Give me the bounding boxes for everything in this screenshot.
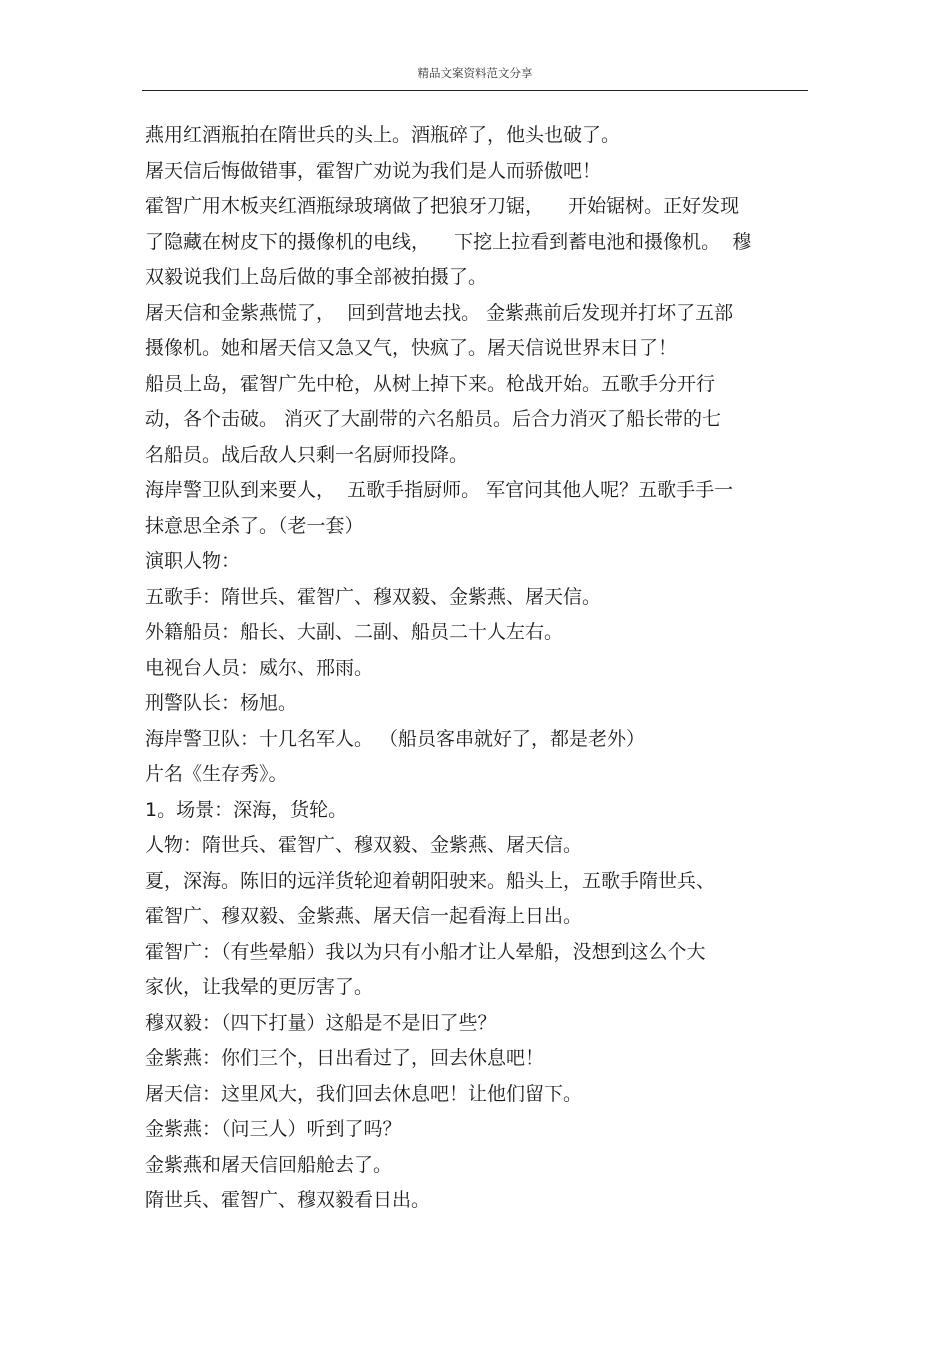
text-line: 夏，深海。陈旧的远洋货轮迎着朝阳驶来。船头上，五歌手隋世兵、 [145, 869, 716, 892]
text-line: 抹意思全杀了。（老一套） [145, 514, 364, 537]
text-line: 金紫燕：你们三个，日出看过了，回去休息吧！ [145, 1047, 545, 1069]
header-divider [142, 90, 808, 91]
text-line: 金紫燕：（问三人）听到了吗？ [145, 1118, 402, 1140]
text-line: 人物：隋世兵、霍智广、穆双毅、金紫燕、屠天信。 [145, 834, 583, 856]
text-line: 电视台人员：威尔、邢雨。 [145, 656, 374, 679]
text-line: 屠天信和金紫燕慌了， 回到营地去找。 金紫燕前后发现并打坏了五部 [145, 301, 734, 324]
text-line: 了隐藏在树皮下的摄像机的电线， 下挖上拉看到蓄电池和摄像机。 穆 [145, 230, 752, 253]
text-line: 霍智广用木板夹红酒瓶绿玻璃做了把狼牙刀锯， 开始锯树。正好发现 [145, 195, 740, 217]
text-line: 隋世兵、霍智广、穆双毅看日出。 [145, 1189, 431, 1211]
text-line: 五歌手：隋世兵、霍智广、穆双毅、金紫燕、屠天信。 [145, 585, 602, 608]
text-line: 片名《生存秀》。 [145, 763, 288, 785]
text-line: 霍智广、穆双毅、金紫燕、屠天信一起看海上日出。 [145, 905, 583, 927]
text-line: 金紫燕和屠天信回船舱去了。 [145, 1153, 393, 1176]
text-line: 屠天信：这里风大，我们回去休息吧！让他们留下。 [145, 1082, 583, 1105]
text-line: 演职人物： [145, 550, 241, 572]
text-line: 燕用红酒瓶拍在隋世兵的头上。酒瓶碎了，他头也破了。 [145, 124, 621, 146]
text-line: 外籍船员：船长、大副、二副、船员二十人左右。 [145, 621, 564, 643]
text-line: 船员上岛，霍智广先中枪，从树上掉下来。枪战开始。五歌手分开行 [145, 372, 716, 395]
text-line: 刑警队长：杨旭。 [145, 692, 298, 714]
text-line: 摄像机。她和屠天信又急又气，快疯了。屠天信说世界末日了！ [145, 337, 678, 359]
page-header: 精品文案资料范文分享 [417, 66, 533, 80]
document-body [145, 118, 810, 1219]
text-line: 名船员。战后敌人只剩一名厨师投降。 [145, 443, 469, 466]
text-line: 穆双毅：（四下打量）这船是不是旧了些？ [145, 1011, 497, 1034]
text-line: 海岸警卫队到来要人， 五歌手指厨师。 军官问其他人呢？五歌手手一 [145, 479, 734, 501]
text-line: 1。场景：深海，货轮。 [145, 798, 348, 821]
text-line: 动，各个击破。 消灭了大副带的六名船员。后合力消灭了船长带的七 [145, 408, 722, 430]
text-line: 双毅说我们上岛后做的事全部被拍摄了。 [145, 266, 488, 288]
text-line: 霍智广：（有些晕船）我以为只有小船才让人晕船，没想到这么个大 [145, 940, 706, 963]
text-line: 海岸警卫队：十几名军人。 （船员客串就好了，都是老外） [145, 727, 646, 750]
text-line: 家伙，让我晕的更厉害了。 [145, 976, 374, 998]
text-line: 屠天信后悔做错事，霍智广劝说为我们是人而骄傲吧！ [145, 159, 602, 182]
